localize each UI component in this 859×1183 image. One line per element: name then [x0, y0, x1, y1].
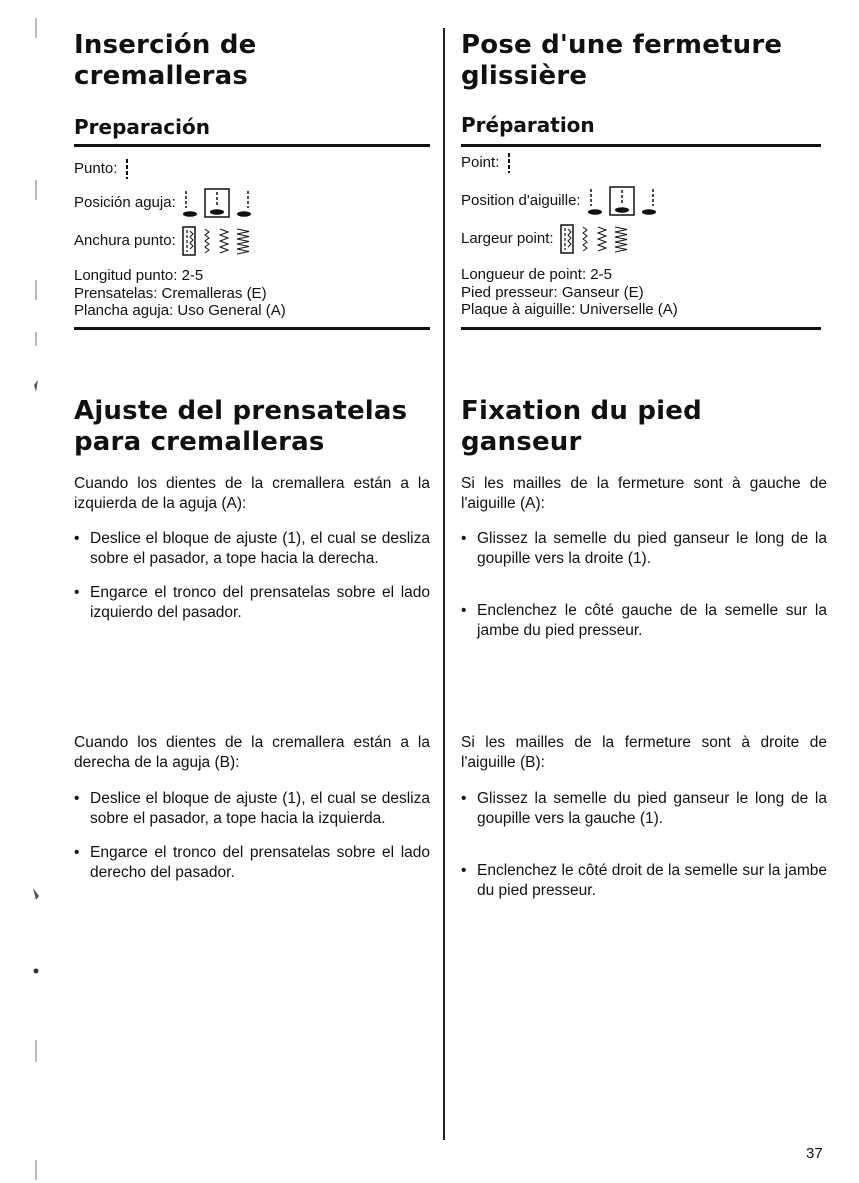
- fr-presser-foot: Pied presseur: Ganseur (E): [461, 283, 644, 301]
- es-bullets-a: [74, 529, 430, 623]
- fr-bullet-a1: • Glissez la semelle du pied ganseur le long de la goupille vers la droite (1).: [461, 529, 827, 569]
- es-bullet-b1: • Deslice el bloque de ajuste (1), el cual se desliza sobre el pasador, a tope hacia la izquierda.: [74, 789, 430, 829]
- es-settings-rule: [74, 327, 430, 330]
- es-needle-plate: Plancha aguja: Uso General (A): [74, 302, 286, 319]
- fr-stitch-row: [461, 152, 513, 174]
- es-bullet-b2: • Engarce el tronco del prensatelas sobre el lado derecho del pasador.: [74, 843, 430, 883]
- scan-margin-marks: [30, 0, 42, 1183]
- fr-bullets-b: [461, 789, 827, 901]
- es-needle-position-row: [74, 188, 252, 218]
- medium-zigzag-icon: [596, 225, 608, 253]
- es-section2-title: Ajuste del prensatelas para cremalleras: [74, 396, 408, 457]
- es-paragraph-a: Cuando los dientes de la cremallera están a la izquierda de la aguja (A):: [74, 475, 430, 512]
- es-needle-position-label: Posición aguja:: [74, 194, 176, 211]
- fr-prep-rule: [461, 144, 821, 147]
- fr-stitch-width-row: [461, 224, 628, 254]
- column-divider: [443, 28, 445, 1140]
- fr-stitch-width-label: Largeur point:: [461, 230, 554, 247]
- needle-right-position-icon: [639, 188, 657, 216]
- es-prep-heading: Preparación: [74, 115, 210, 139]
- es-stitch-width-row: [74, 226, 250, 256]
- needle-left-position-icon: [182, 190, 200, 218]
- stitch-width-zero-icon: [182, 226, 196, 256]
- wide-zigzag-icon: [614, 225, 628, 253]
- es-stitch-row: [74, 158, 131, 180]
- narrow-zigzag-icon: [580, 225, 590, 253]
- stitch-width-zero-icon: [560, 224, 574, 254]
- es-stitch-width-label: Anchura punto:: [74, 232, 176, 249]
- es-settings-list: [74, 267, 286, 320]
- fr-needle-position-label: Position d'aiguille:: [461, 192, 581, 209]
- es-presser-foot: Prensatelas: Cremalleras (E): [74, 284, 267, 302]
- fr-needle-position-row: [461, 186, 657, 216]
- fr-stitch-length: Longueur de point: 2-5: [461, 266, 612, 283]
- es-stitch-length: Longitud punto: 2-5: [74, 267, 204, 284]
- fr-paragraph-b: Si les mailles de la fermeture sont à droite de l'aiguille (B):: [461, 734, 827, 771]
- es-bullet-a1: • Deslice el bloque de ajuste (1), el cual se desliza sobre el pasador, a tope hacia la derecha.: [74, 529, 430, 569]
- fr-bullet-b2: • Enclenchez le côté droit de la semelle sur la jambe du pied presseur.: [461, 861, 827, 901]
- medium-zigzag-icon: [218, 227, 230, 255]
- fr-needle-plate: Plaque à aiguille: Universelle (A): [461, 301, 678, 318]
- straight-stitch-icon: [123, 158, 131, 180]
- narrow-zigzag-icon: [202, 227, 212, 255]
- straight-stitch-icon: [505, 152, 513, 174]
- fr-paragraph-a: Si les mailles de la fermeture sont à gauche de l'aiguille (A):: [461, 475, 827, 512]
- es-paragraph-b: Cuando los dientes de la cremallera están a la derecha de la aguja (B):: [74, 734, 430, 771]
- needle-center-position-icon: [204, 188, 230, 218]
- fr-stitch-label: Point:: [461, 154, 500, 171]
- es-bullets-b: [74, 789, 430, 883]
- es-prep-rule: [74, 144, 430, 147]
- needle-right-position-icon: [234, 190, 252, 218]
- page-number: 37: [806, 1145, 823, 1162]
- wide-zigzag-icon: [236, 227, 250, 255]
- es-stitch-label: Punto:: [74, 160, 118, 177]
- needle-center-position-icon: [609, 186, 635, 216]
- fr-bullet-a2: • Enclenchez le côté gauche de la semelle sur la jambe du pied presseur.: [461, 601, 827, 641]
- needle-left-position-icon: [587, 188, 605, 216]
- fr-settings-rule: [461, 327, 821, 330]
- fr-section2-title: Fixation du pied ganseur: [461, 396, 702, 457]
- fr-title: Pose d'une fermeture glissière: [461, 30, 783, 91]
- es-bullet-a2: • Engarce el tronco del prensatelas sobre el lado izquierdo del pasador.: [74, 583, 430, 623]
- fr-bullet-b1: • Glissez la semelle du pied ganseur le long de la goupille vers la gauche (1).: [461, 789, 827, 829]
- fr-bullets-a: [461, 529, 827, 641]
- es-title: Inserción de cremalleras: [74, 30, 257, 91]
- fr-prep-heading: Préparation: [461, 113, 595, 137]
- fr-settings-list: [461, 266, 678, 319]
